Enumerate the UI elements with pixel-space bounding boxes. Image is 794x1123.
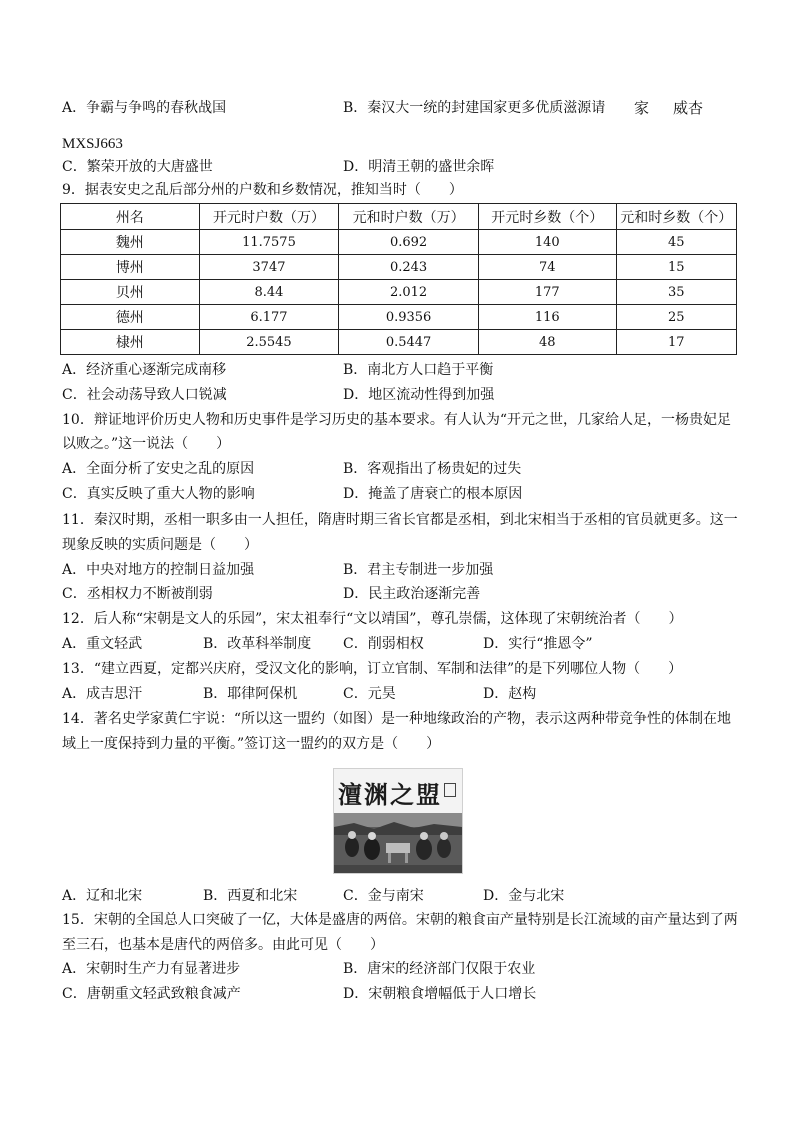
q12-option-d: D．实行“推恩令”	[483, 636, 593, 652]
table-cell: 魏州	[61, 230, 200, 255]
table-cell: 6.177	[199, 305, 339, 330]
q9-stem: 9．据表安史之乱后部分州的户数和乡数情况，推知当时（ ）	[62, 182, 463, 198]
q11-option-a: A．中央对地方的控制日益加强	[62, 562, 255, 578]
q14-stem-line-1: 14．著名史学家黄仁宇说：“所以这一盟约（如图）是一种地缘政治的产物，表示这两种带竞争性的体制在地	[62, 711, 731, 727]
q14-option-d: D．金与北宋	[483, 888, 565, 904]
table-row	[61, 255, 737, 280]
table-cell: 0.243	[339, 255, 479, 280]
header-yuanhe-households: 元和时户数（万）	[339, 204, 479, 230]
q13-option-b: B．耶律阿保机	[203, 686, 298, 702]
table-cell: 德州	[61, 305, 200, 330]
q10-option-c: C．真实反映了重大人物的影响	[62, 486, 255, 502]
table-cell: 177	[478, 280, 616, 305]
q13-option-c: C．元昊	[343, 686, 396, 702]
watermark-text-3: MXSJ663	[62, 136, 123, 152]
table-cell: 2.012	[339, 280, 479, 305]
q13-option-a: A．成吉思汗	[62, 686, 143, 702]
table-cell: 11.7575	[199, 230, 339, 255]
table-cell: 8.44	[199, 280, 339, 305]
q11-option-d: D．民主政治逐渐完善	[343, 586, 481, 602]
table-header-row	[61, 204, 737, 230]
q15-option-c: C．唐朝重文轻武致粮食减产	[62, 986, 241, 1002]
table-cell: 棣州	[61, 330, 200, 355]
household-table	[60, 203, 737, 355]
q11-stem-line-1: 11．秦汉时期，丞相一职多由一人担任，隋唐时期三省长官都是丞相，到北宋相当于丞相的官员就更多。这一	[62, 512, 738, 528]
table-cell: 贝州	[61, 280, 200, 305]
q8-option-d: D．明清王朝的盛世余晖	[343, 159, 495, 175]
q10-option-b: B．客观指出了杨贵妃的过失	[343, 461, 522, 477]
table-cell: 17	[616, 330, 736, 355]
q9-option-d: D．地区流动性得到加强	[343, 387, 495, 403]
table-cell: 35	[616, 280, 736, 305]
q9-option-b: B．南北方人口趋于平衡	[343, 362, 494, 378]
watermark-text-1: 家	[634, 99, 650, 117]
q14-option-c: C．金与南宋	[343, 888, 424, 904]
header-kaiyuan-townships: 开元时乡数（个）	[478, 204, 616, 230]
q13-option-d: D．赵构	[483, 686, 537, 702]
q11-option-c: C．丞相权力不断被削弱	[62, 586, 213, 602]
header-yuanhe-townships: 元和时乡数（个）	[616, 204, 736, 230]
q12-option-c: C．削弱相权	[343, 636, 424, 652]
table-cell: 0.692	[339, 230, 479, 255]
seal-stamp-icon	[444, 783, 456, 797]
table-cell: 140	[478, 230, 616, 255]
header-kaiyuan-households: 开元时户数（万）	[199, 204, 339, 230]
q15-option-b: B．唐宋的经济部门仅限于农业	[343, 961, 536, 977]
table-row	[61, 305, 737, 330]
q10-option-a: A．全面分析了安史之乱的原因	[62, 461, 255, 477]
watermark-text-2: 威杏	[673, 99, 704, 117]
q9-option-c: C．社会动荡导致人口锐减	[62, 387, 227, 403]
table-cell: 116	[478, 305, 616, 330]
table-row	[61, 330, 737, 355]
table-cell: 15	[616, 255, 736, 280]
table-cell: 2.5545	[199, 330, 339, 355]
q10-stem-line-2: 以败之。”这一说法（ ）	[62, 436, 231, 452]
q8-option-b: B．秦汉大一统的封建国家更多优质滋源请	[343, 100, 606, 116]
q15-stem-line-2: 至三石，也基本是唐代的两倍多。由此可见（ ）	[62, 937, 384, 953]
table-cell: 25	[616, 305, 736, 330]
table-cell: 3747	[199, 255, 339, 280]
q15-option-a: A．宋朝时生产力有显著进步	[62, 961, 241, 977]
q11-option-b: B．君主专制进一步加强	[343, 562, 494, 578]
q14-option-a: A．辽和北宋	[62, 888, 143, 904]
q12-option-a: A．重文轻武	[62, 636, 143, 652]
illustration-caption: 澶渊之盟	[338, 780, 442, 809]
q9-option-a: A．经济重心逐渐完成南移	[62, 362, 227, 378]
table-cell: 48	[478, 330, 616, 355]
table-cell: 0.5447	[339, 330, 479, 355]
q15-stem-line-1: 15．宋朝的全国总人口突破了一亿，大体是盛唐的两倍。宋朝的粮食亩产量特别是长江流域的亩产量达到了两	[62, 912, 738, 928]
q10-stem-line-1: 10．辩证地评价历史人物和历史事件是学习历史的基本要求。有人认为“开元之世，几家给人足，一杨贵妃足	[62, 412, 731, 428]
q11-stem-line-2: 现象反映的实质问题是（ ）	[62, 537, 258, 553]
q12-stem: 12．后人称“宋朝是文人的乐园”，宋太祖奉行“文以靖国”，尊孔崇儒，这体现了宋朝统治者（ ）	[62, 611, 683, 627]
table-cell: 45	[616, 230, 736, 255]
table-cell: 博州	[61, 255, 200, 280]
header-prefecture: 州名	[61, 204, 200, 230]
q15-option-d: D．宋朝粮食增幅低于人口增长	[343, 986, 537, 1002]
table-row	[61, 230, 737, 255]
table-row	[61, 280, 737, 305]
q8-option-a: A．争霸与争鸣的春秋战国	[62, 100, 227, 116]
table-cell: 0.9356	[339, 305, 479, 330]
q8-option-c: C．繁荣开放的大唐盛世	[62, 159, 213, 175]
treaty-scene-drawing	[334, 813, 462, 873]
q10-option-d: D．掩盖了唐衰亡的根本原因	[343, 486, 523, 502]
q12-option-b: B．改革科举制度	[203, 636, 312, 652]
q13-stem: 13．“建立西夏，定都兴庆府，受汉文化的影响，订立官制、军制和法律”的是下列哪位人物（ ）	[62, 661, 683, 677]
q14-option-b: B．西夏和北宋	[203, 888, 298, 904]
chanyuan-treaty-illustration	[333, 768, 463, 874]
table-cell: 74	[478, 255, 616, 280]
q14-stem-line-2: 域上一度保持到力量的平衡。”签订这一盟约的双方是（ ）	[62, 736, 441, 752]
